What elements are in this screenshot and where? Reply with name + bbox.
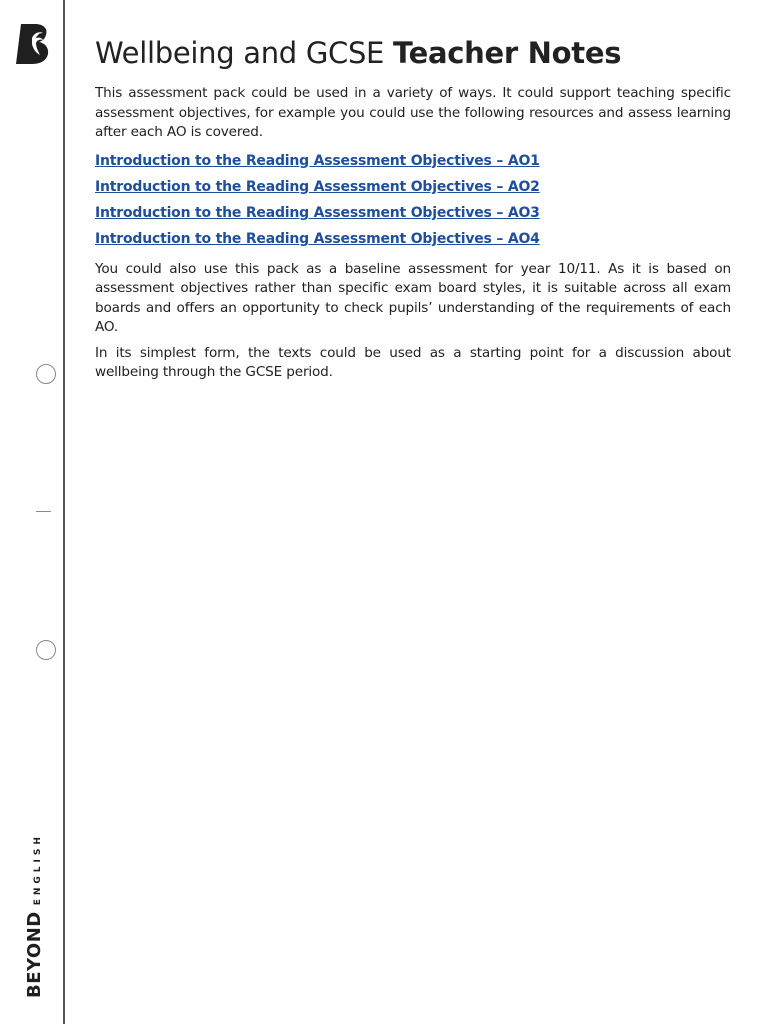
ao3-link[interactable]: Introduction to the Reading Assessment Objectives – AO3 — [95, 205, 540, 222]
punch-hole-top — [36, 364, 56, 384]
list-item — [95, 201, 731, 227]
title-regular: Wellbeing and GCSE — [95, 36, 385, 70]
ao2-link[interactable]: Introduction to the Reading Assessment Objectives – AO2 — [95, 178, 540, 195]
ao-link-list — [95, 149, 731, 254]
baseline-paragraph: You could also use this pack as a baseline assessment for year 10/11. As it is based on assessment objectives rather than specific exam board styles, it is suitable across all exam boards and offers an opportunity to check pupils’ understanding of the requirements of each AO. — [95, 260, 731, 336]
brand-main-text: BEYOND — [24, 911, 45, 998]
brand-wordmark — [24, 833, 45, 998]
main-content — [95, 34, 731, 389]
brand-sub-text: ENGLISH — [33, 833, 43, 906]
list-item — [95, 149, 731, 175]
list-item — [95, 227, 731, 253]
intro-paragraph: This assessment pack could be used in a variety of ways. It could support teaching specific assessment objectives, for example you could use the following resources and assess learning after each AO is covered. — [95, 85, 731, 140]
sidebar-divider — [63, 0, 65, 1024]
ao4-link[interactable]: Introduction to the Reading Assessment Objectives – AO4 — [95, 231, 540, 248]
page-title — [95, 34, 731, 72]
list-item — [95, 175, 731, 201]
fold-mark — [36, 511, 51, 512]
title-bold: Teacher Notes — [393, 36, 622, 70]
simplest-form-paragraph: In its simplest form, the texts could be used as a starting point for a discussion about wellbeing through the GCSE period. — [95, 344, 731, 381]
punch-hole-bottom — [36, 640, 56, 660]
beyond-b-logo-icon — [15, 22, 51, 66]
ao1-link[interactable]: Introduction to the Reading Assessment Objectives – AO1 — [95, 152, 540, 169]
